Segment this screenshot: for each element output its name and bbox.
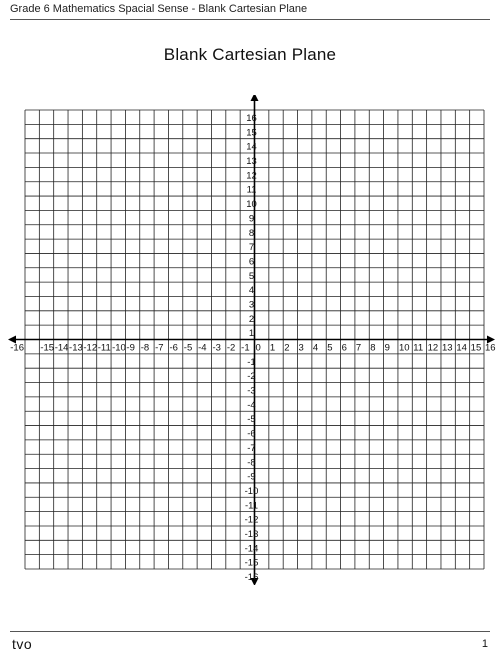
x-tick-label: 5 — [327, 342, 333, 354]
x-tick-label: -5 — [183, 342, 193, 354]
y-tick-label: 2 — [248, 313, 255, 325]
x-tick-label: 9 — [384, 342, 390, 354]
x-tick-label: -2 — [226, 342, 236, 354]
header-divider — [10, 19, 490, 20]
y-tick-label: -8 — [247, 457, 256, 469]
x-tick-label: 0 — [255, 342, 261, 354]
x-tick-label: -1 — [241, 342, 250, 354]
x-tick-label: 15 — [470, 342, 482, 354]
x-tick-label: 2 — [284, 342, 290, 354]
tvo-logo: tvo — [12, 636, 33, 652]
x-tick-label: 1 — [269, 342, 276, 354]
y-tick-label: -7 — [247, 442, 256, 454]
y-tick-label: 15 — [246, 127, 257, 139]
y-axis-top-arrow — [251, 95, 259, 101]
x-tick-label: -12 — [83, 342, 98, 354]
y-tick-label: 11 — [246, 184, 257, 196]
x-tick-label: 8 — [370, 342, 376, 354]
x-tick-label: -11 — [97, 342, 111, 354]
x-tick-label: 14 — [456, 342, 467, 354]
y-tick-label: 10 — [246, 199, 257, 211]
x-tick-label: 6 — [341, 342, 347, 354]
y-tick-label: 4 — [248, 285, 255, 297]
footer-divider — [10, 631, 490, 632]
y-tick-label: 13 — [246, 156, 257, 168]
x-tick-label: 4 — [312, 342, 319, 354]
y-tick-label: 6 — [248, 256, 255, 268]
y-tick-label: -3 — [247, 385, 256, 397]
page-number: 1 — [481, 638, 488, 650]
x-tick-label: -3 — [212, 342, 221, 354]
y-tick-label: 14 — [246, 141, 257, 153]
y-tick-label: 5 — [248, 270, 255, 282]
x-tick-label: -15 — [40, 342, 55, 354]
x-tick-label: 13 — [441, 342, 453, 354]
y-tick-label: 7 — [248, 242, 255, 254]
x-tick-label: -14 — [54, 342, 69, 354]
y-tick-label: -13 — [244, 528, 259, 540]
x-tick-label: 12 — [427, 342, 439, 354]
x-tick-label: -13 — [69, 342, 83, 354]
x-tick-label: 3 — [298, 342, 304, 354]
y-tick-label: -9 — [247, 471, 256, 483]
y-tick-label: -12 — [244, 514, 259, 526]
y-tick-label: 8 — [248, 227, 255, 239]
x-tick-label: -7 — [155, 342, 164, 354]
y-tick-label: -6 — [247, 428, 256, 440]
x-tick-label: -10 — [112, 342, 126, 354]
x-tick-label: 16 — [485, 342, 496, 354]
x-tick-label: -6 — [169, 342, 178, 354]
y-tick-label: -5 — [247, 414, 256, 426]
y-tick-label: -11 — [244, 500, 259, 512]
x-tick-label: -4 — [198, 342, 207, 354]
header-breadcrumb: Grade 6 Mathematics Spacial Sense - Blank Cartesian Plane — [10, 3, 308, 15]
x-tick-label: -16 — [10, 342, 24, 354]
y-tick-label: 16 — [246, 113, 257, 124]
y-tick-label: 9 — [248, 213, 255, 225]
x-tick-label: -8 — [140, 342, 150, 354]
y-tick-label: -10 — [244, 485, 259, 497]
y-tick-label: 3 — [248, 299, 255, 311]
x-tick-label: 10 — [398, 342, 410, 354]
cartesian-plane — [0, 95, 500, 585]
y-tick-label: -4 — [247, 399, 256, 411]
y-tick-label: 12 — [246, 170, 257, 182]
y-tick-label: -2 — [247, 371, 256, 383]
y-tick-label: -1 — [247, 356, 256, 368]
y-tick-label: -14 — [244, 543, 259, 555]
y-tick-label: -15 — [244, 557, 259, 569]
x-tick-label: 11 — [413, 342, 424, 354]
x-tick-label: -9 — [126, 342, 135, 354]
y-tick-label: 1 — [248, 328, 255, 340]
x-tick-label: 7 — [355, 342, 362, 354]
y-tick-label: -16 — [244, 572, 259, 583]
page-title: Blank Cartesian Plane — [163, 45, 337, 64]
